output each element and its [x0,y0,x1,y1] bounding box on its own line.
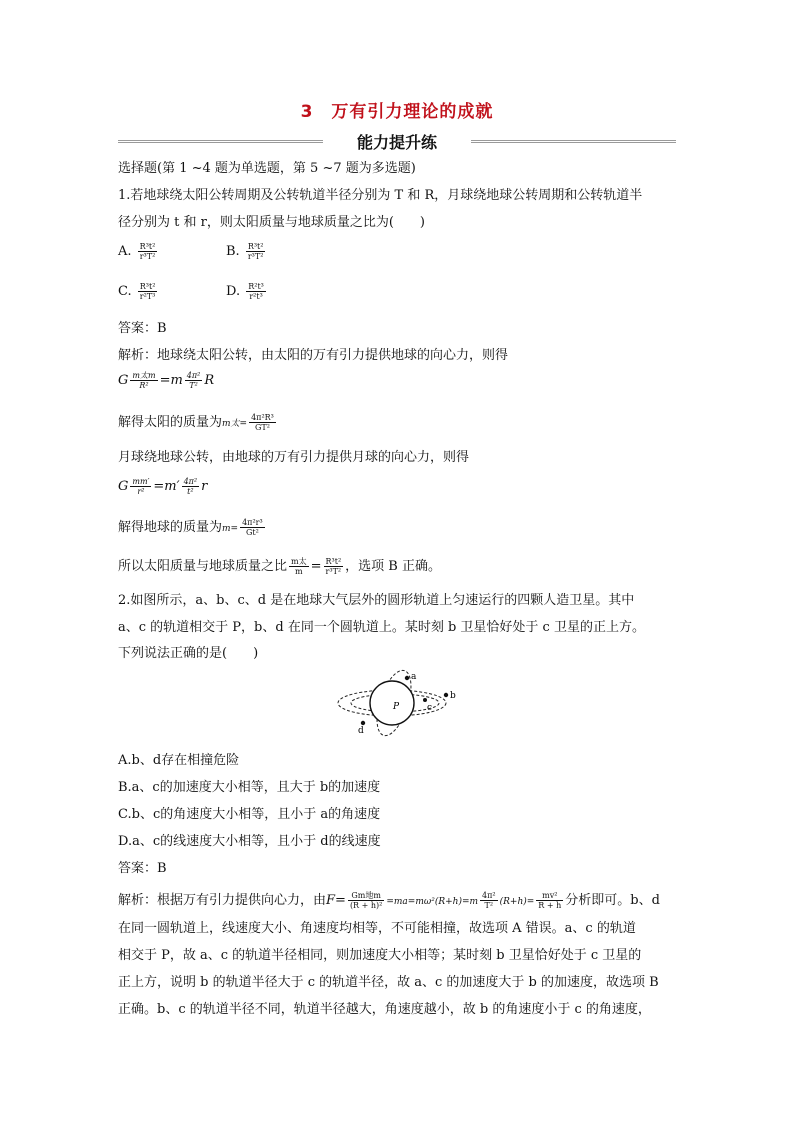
option-fraction: $\frac{\text{R³t²}}{\text{r²T³}}$ [139,282,156,301]
subtitle-bar [118,130,676,154]
satellite-orbit-diagram [333,667,463,739]
section-title [0,97,794,122]
section-number: 3 [300,102,314,122]
q1-analysis-line-1: 解析：地球绕太阳公转，由太阳的万有引力提供地球的向心力，则得 [118,348,509,363]
q2-analysis-line-1: 在同一圆轨道上，线速度大小、角速度均相等，不可能相撞，故选项 A 错误。a、c 的轨道 [118,921,636,936]
satellite-b [444,693,448,697]
satellite-d [361,721,365,725]
q2-answer: 答案：B [118,861,167,876]
earth [370,681,414,725]
q2-option-c: C.b、c的角速度大小相等，且小于 a的角速度 [118,807,381,822]
subtitle: 能力提升练 [356,133,437,152]
q2-analysis-line-3: 正上方，说明 b 的轨道半径大于 c 的轨道半径，故 a、c 的加速度大于 b 的加速度，故选项 B [118,975,659,990]
label-a: a [411,672,417,682]
q2-option-b: B.a、c的加速度大小相等，且大于 b的加速度 [118,780,381,795]
q1-answer: 答案：B [118,321,167,336]
q1-sun-mass: 解得太阳的质量为m太= $\frac{\text{4π²R³}}{\text{GT²}}$ [118,413,274,432]
q2-stem-line-1: 2.如图所示，a、b、c、d 是在地球大气层外的圆形轨道上匀速运行的四颗人造卫星。其中 [118,593,635,608]
label-p: P [393,702,400,712]
option-letter: A. [118,244,132,259]
q1-stem-line-1: 1.若地球绕太阳公转周期及公转轨道半径分别为 T 和 R，月球绕地球公转周期和公转轨道半 [118,188,643,203]
satellite-c [423,698,427,702]
q1-option-c [118,282,159,301]
q2-option-a: A.b、d存在相撞危险 [118,753,240,768]
q1-equation-1: G $\frac{\text{m太m}}{\text{R²}}$ =m $\frac{\text{4π²}}{\text{T²}}$ R [118,371,215,390]
satellite-a [405,676,409,680]
q1-option-d [226,282,268,301]
section-title-text: 万有引力理论的成就 [331,102,494,122]
q2-analysis-line-2: 相交于 P，故 a、c 的轨道半径相同，则加速度大小相等；某时刻 b 卫星恰好处于 c 卫星的 [118,948,642,963]
label-c: c [427,703,433,713]
option-fraction: $\frac{\text{R²t³}}{\text{r²t³}}$ [248,282,264,301]
q2-analysis-line-4: 正确。b、c 的轨道半径不同，轨道半径越大，角速度越小，故 b 的角速度小于 c 的角速度， [118,1002,651,1017]
q1-option-a [118,242,159,261]
label-b: b [450,691,456,701]
q1-stem-line-2: 径分别为 t 和 r，则太阳质量与地球质量之比为( ) [118,215,425,230]
option-fraction: $\frac{\text{R³t²}}{\text{r³T²}}$ [139,242,156,261]
q1-analysis-line-2: 月球绕地球公转，由地球的万有引力提供月球的向心力，则得 [118,450,470,465]
q2-option-d: D.a、c的线速度大小相等，且小于 d的线速度 [118,834,381,849]
option-fraction: $\frac{\text{R³t²}}{\text{r³T²}}$ [247,242,264,261]
option-letter: B. [226,244,240,259]
q1-earth-mass: 解得地球的质量为m= $\frac{\text{4π²r³}}{\text{Gt²}}$ [118,518,263,537]
label-d: d [358,726,364,736]
q1-ratio: 所以太阳质量与地球质量之比 $\frac{\text{m太}}{m}$ = $\frac{\text{R³t²}}{\text{r³T²}}$ ，选项 B 正确。 [118,557,441,576]
option-letter: C. [118,284,132,299]
section-intro: 选择题(第 1 ~4 题为单选题，第 5 ~7 题为多选题) [118,161,416,176]
q1-option-b [226,242,267,261]
q2-stem-line-3: 下列说法正确的是( ) [118,646,259,661]
option-letter: D. [226,284,241,299]
q2-analysis-equation-line: 解析：根据万有引力提供向心力，由F= $\frac{\text{Gm地m}}{\text{(R + h)²}}$ =ma=mω²(R+h)=m $\frac{\text{4π²}}{\text{T²}}$ (R+h)= $\frac{\text{mv²}}{R + h}$ 分析即可。b、d [118,891,660,910]
q1-equation-2: G $\frac{mm'}{\text{r²}}$ =m′ $\frac{\text{4π²}}{\text{t²}}$ r [118,477,208,496]
q2-stem-line-2: a、c 的轨道相交于 P，b、d 在同一个圆轨道上。某时刻 b 卫星恰好处于 c 卫星的正上方。 [118,620,645,635]
